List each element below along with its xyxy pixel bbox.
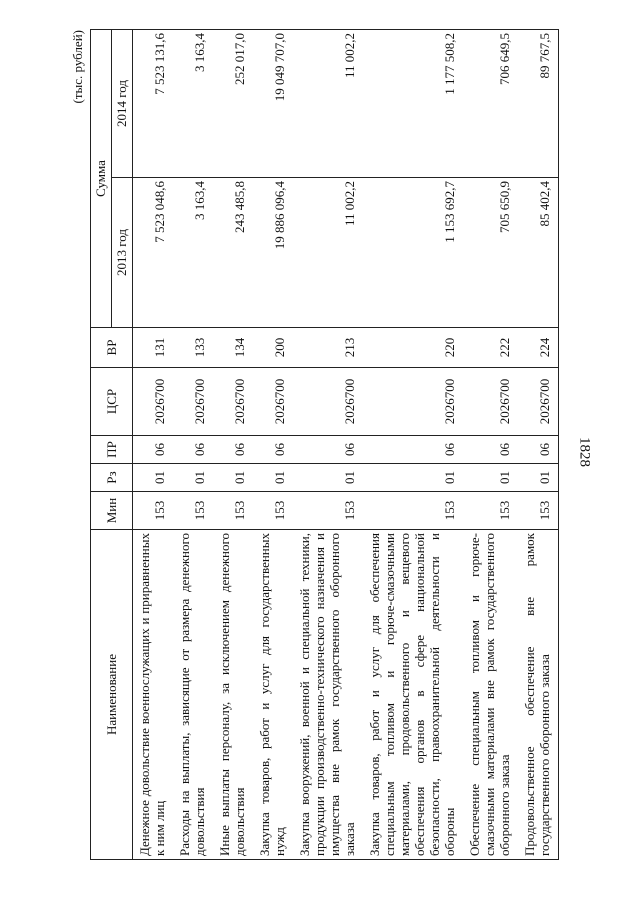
row-csr: 2026700 [518,368,559,436]
row-csr: 2026700 [133,368,174,436]
row-vr: 134 [213,328,253,368]
row-pr: 06 [133,436,174,464]
header-pr: ПР [91,436,133,464]
row-sum-2014: 706 649,5 [463,30,518,178]
row-csr: 2026700 [253,368,293,436]
row-sum-2013: 11 002,2 [293,178,363,328]
row-rz: 01 [363,464,463,492]
row-pr: 06 [253,436,293,464]
row-sum-2013: 705 650,9 [463,178,518,328]
row-sum-2013: 7 523 048,6 [133,178,174,328]
row-vr: 131 [133,328,174,368]
row-min: 153 [133,492,174,530]
row-min: 153 [173,492,213,530]
row-min: 153 [213,492,253,530]
row-csr: 2026700 [363,368,463,436]
row-name: Продовольственное обеспечение вне рамок государственного оборонного заказа [518,530,559,860]
row-vr: 222 [463,328,518,368]
row-vr: 224 [518,328,559,368]
row-pr: 06 [363,436,463,464]
row-name: Обеспечение специальным топливом и горюче-смазочными материалами вне рамок государственного оборонного заказа [463,530,518,860]
row-pr: 06 [213,436,253,464]
row-rz: 01 [253,464,293,492]
row-sum-2014: 3 163,4 [173,30,213,178]
table-row [173,30,213,860]
row-rz: 01 [518,464,559,492]
header-2013: 2013 год [112,178,133,328]
row-name: Закупка товаров, работ и услуг для государственных нужд [253,530,293,860]
row-csr: 2026700 [173,368,213,436]
row-csr: 2026700 [293,368,363,436]
row-sum-2014: 11 002,2 [293,30,363,178]
header-sum: Сумма [91,30,112,328]
row-rz: 01 [213,464,253,492]
row-vr: 220 [363,328,463,368]
budget-table [90,29,559,860]
table-row [133,30,174,860]
row-csr: 2026700 [463,368,518,436]
row-name: Денежное довольствие военнослужащих и приравненных к ним лиц [133,530,174,860]
row-rz: 01 [133,464,174,492]
header-rz: Рз [91,464,133,492]
table-row [518,30,559,860]
row-sum-2013: 3 163,4 [173,178,213,328]
row-min: 153 [293,492,363,530]
table-row [363,30,463,860]
row-min: 153 [463,492,518,530]
row-sum-2013: 243 485,8 [213,178,253,328]
header-row [91,30,112,860]
row-csr: 2026700 [213,368,253,436]
row-vr: 213 [293,328,363,368]
row-pr: 06 [173,436,213,464]
row-sum-2014: 1 177 508,2 [363,30,463,178]
row-min: 153 [253,492,293,530]
row-rz: 01 [173,464,213,492]
row-sum-2014: 89 767,5 [518,30,559,178]
table-row [463,30,518,860]
header-2014: 2014 год [112,30,133,178]
row-min: 153 [518,492,559,530]
row-sum-2014: 252 017,0 [213,30,253,178]
row-sum-2013: 1 153 692,7 [363,178,463,328]
row-pr: 06 [463,436,518,464]
header-min: Мин [91,492,133,530]
header-vr: ВР [91,328,133,368]
row-rz: 01 [463,464,518,492]
table-row [253,30,293,860]
table-row [293,30,363,860]
row-name: Закупка вооружений, военной и специальной техники, продукции производственно-технического назначения и имущества вне рамок государственного оборонного заказа [293,530,363,860]
table-row [213,30,253,860]
row-sum-2013: 19 886 096,4 [253,178,293,328]
header-name: Наименование [91,530,133,860]
row-name: Иные выплаты персоналу, за исключением денежного довольствия [213,530,253,860]
budget-table-sheet [70,30,570,860]
row-name: Расходы на выплаты, зависящие от размера денежного довольствия [173,530,213,860]
units-label: (тыс. рублей) [70,30,85,104]
row-name: Закупка товаров, работ и услуг для обеспечения специальным топливом и горюче-смазочными материалами, продовольственного и вещевого обеспечения органов в сфере национальной безопасности, правоохранительной деятельности и обороны [363,530,463,860]
row-pr: 06 [293,436,363,464]
row-vr: 133 [173,328,213,368]
row-vr: 200 [253,328,293,368]
row-sum-2013: 85 402,4 [518,178,559,328]
page-number: 1828 [576,437,593,467]
row-sum-2014: 7 523 131,6 [133,30,174,178]
row-rz: 01 [293,464,363,492]
row-sum-2014: 19 049 707,0 [253,30,293,178]
row-pr: 06 [518,436,559,464]
row-min: 153 [363,492,463,530]
header-csr: ЦСР [91,368,133,436]
